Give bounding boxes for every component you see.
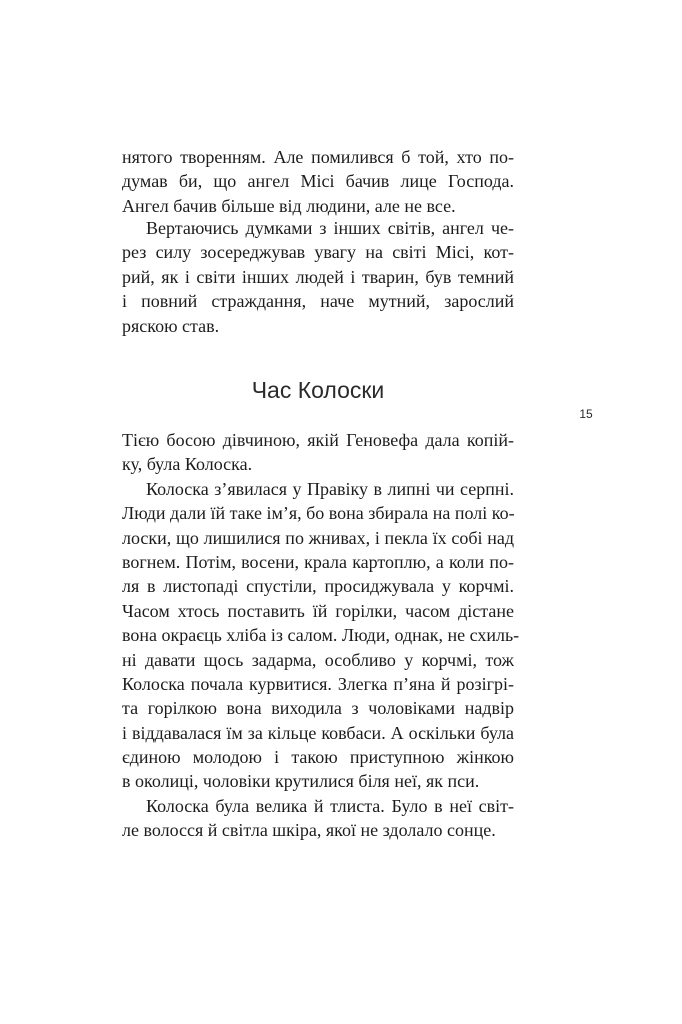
- text-line: Вертаючись думками з інших світів, ангел че-: [146, 218, 514, 238]
- text-line: вона окраєць хліба із салом. Люди, однак, не схиль-: [122, 625, 520, 646]
- paragraph-1: [122, 145, 514, 218]
- text-line: та горілкою вона виходила з чоловіками надвір: [122, 698, 514, 719]
- text-line: рез силу зосереджував увагу на світі Місі, кот-: [122, 242, 514, 263]
- text-line: думав би, що ангел Місі бачив лице Господа.: [122, 171, 514, 192]
- text-line: нятого творенням. Але помилився б той, хто по-: [122, 147, 514, 167]
- paragraph-2: [122, 216, 514, 338]
- text-line: лоски, що лишилися по жнивах, і пекла їх собі над: [122, 527, 514, 548]
- text-line: вогнем. Потім, восени, крала картоплю, а коли по-: [122, 551, 514, 572]
- text-line: ряскою став.: [122, 315, 220, 336]
- text-line: ні давати щось задарма, особливо у корчмі, тож: [122, 649, 514, 670]
- text-line: рий, як і світи інших людей і тварин, був темний: [122, 266, 514, 287]
- chapter-body: [122, 428, 520, 843]
- text-line: Часом хтось поставить їй горілки, часом дістане: [122, 600, 514, 621]
- page-number: 15: [579, 407, 593, 421]
- text-line: і віддавалася їм за кільце ковбаси. А оскільки була: [122, 722, 514, 743]
- text-line: в околиці, чоловіки крутилися біля неї, як пси.: [122, 771, 480, 792]
- text-line: і повний страждання, наче мутний, зарослий: [122, 291, 514, 312]
- chapter-title: Час Колоски: [251, 377, 385, 403]
- text-line: ле волосся й світла шкіра, якої не здолало сонце.: [122, 820, 496, 841]
- text-line: єдиною молодою і такою приступною жінкою: [122, 747, 514, 768]
- text-line: Колоска була велика й тлиста. Було в неї світ-: [146, 795, 514, 816]
- text-line: Колоска з’явилася у Правіку в липні чи серпні.: [146, 478, 514, 499]
- text-line: Ангел бачив більше від людини, але не все.: [122, 195, 456, 216]
- text-line: Люди дали їй таке ім’я, бо вона збирала на полі ко-: [122, 503, 515, 524]
- text-line: ля в листопаді спустіли, просиджувала у корчмі.: [122, 576, 514, 597]
- text-line: Тією босою дівчиною, якій Геновефа дала копій-: [122, 430, 514, 450]
- text-line: Колоска почала курвитися. Злегка п’яна й розігрі-: [122, 673, 514, 694]
- text-line: ку, була Колоска.: [122, 454, 253, 475]
